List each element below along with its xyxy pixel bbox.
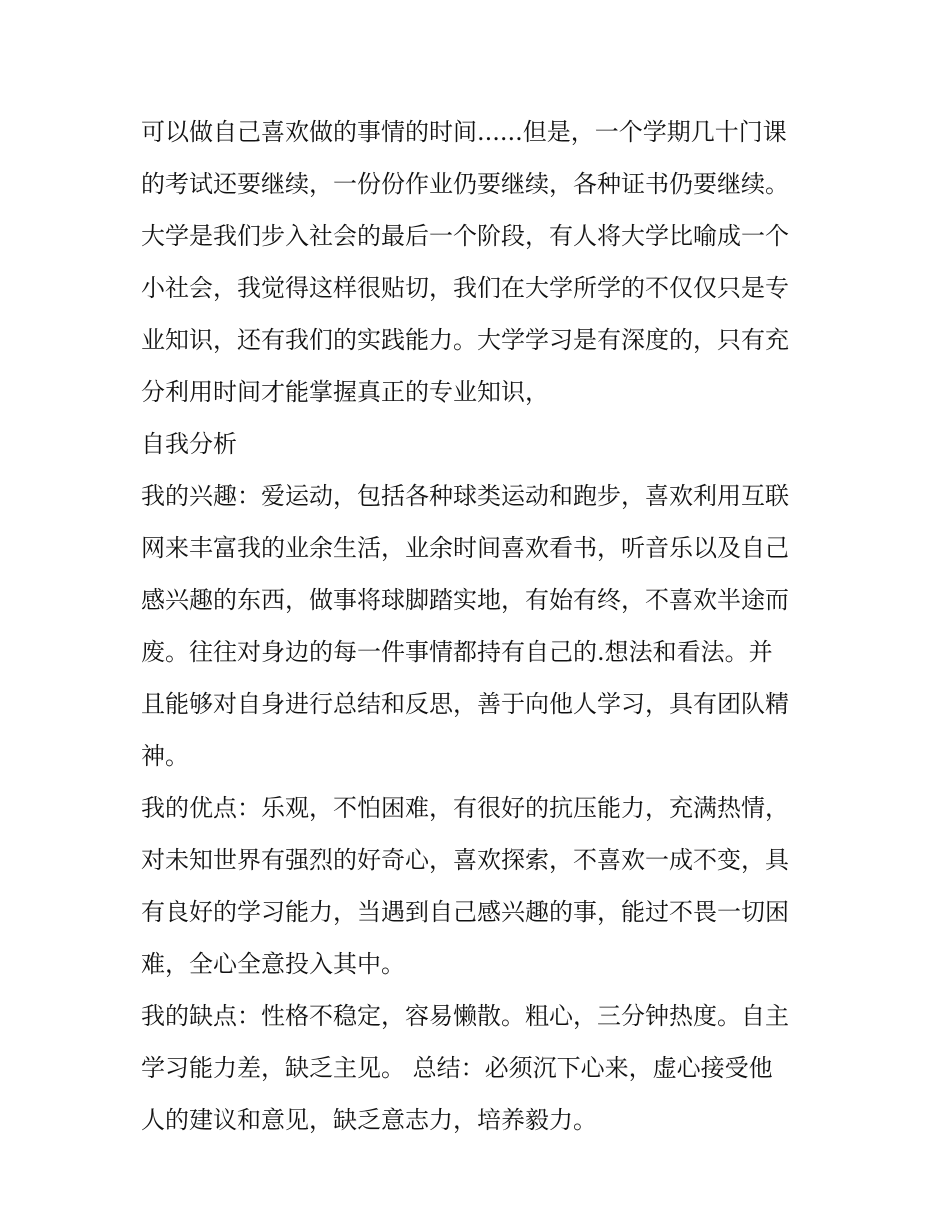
text-line: 分利用时间才能掌握真正的专业知识， (141, 378, 549, 406)
text-line: 小社会，我觉得这样很贴切，我们在大学所学的不仅仅只是专 (141, 274, 789, 302)
text-line: 学习能力差，缺乏主见。 总结：必须沉下心来，虚心接受他 (141, 1054, 773, 1082)
text-line: 神。 (141, 742, 189, 770)
text-line: 废。往往对身边的每一件事情都持有自己的.想法和看法。并 (141, 638, 773, 666)
text-line: 网来丰富我的业余生活，业余时间喜欢看书，听音乐以及自己 (141, 534, 789, 562)
text-line: 大学是我们步入社会的最后一个阶段，有人将大学比喻成一个 (141, 222, 789, 250)
text-line: 业知识，还有我们的实践能力。大学学习是有深度的，只有充 (141, 326, 789, 354)
text-line: 难，全心全意投入其中。 (141, 950, 405, 978)
text-line: 有良好的学习能力，当遇到自己感兴趣的事，能过不畏一切困 (141, 898, 789, 926)
document-body (141, 106, 817, 1146)
text-line: 我的缺点：性格不稳定，容易懒散。粗心，三分钟热度。自主 (141, 1002, 789, 1030)
text-line: 人的建议和意见，缺乏意志力，培养毅力。 (141, 1106, 597, 1134)
text-line: 且能够对自身进行总结和反思，善于向他人学习，具有团队精 (141, 690, 789, 718)
text-line: 感兴趣的东西，做事将球脚踏实地，有始有终，不喜欢半途而 (141, 586, 789, 614)
text-line: 可以做自己喜欢做的事情的时间......但是，一个学期几十门课 (141, 118, 787, 146)
text-line: 的考试还要继续，一份份作业仍要继续，各种证书仍要继续。 (141, 170, 789, 198)
section-heading: 自我分析 (141, 430, 237, 458)
text-line: 我的优点：乐观，不怕困难，有很好的抗压能力，充满热情， (141, 794, 789, 822)
text-line: 我的兴趣：爱运动，包括各种球类运动和跑步，喜欢利用互联 (141, 482, 789, 510)
text-line: 对未知世界有强烈的好奇心，喜欢探索，不喜欢一成不变，具 (141, 846, 789, 874)
